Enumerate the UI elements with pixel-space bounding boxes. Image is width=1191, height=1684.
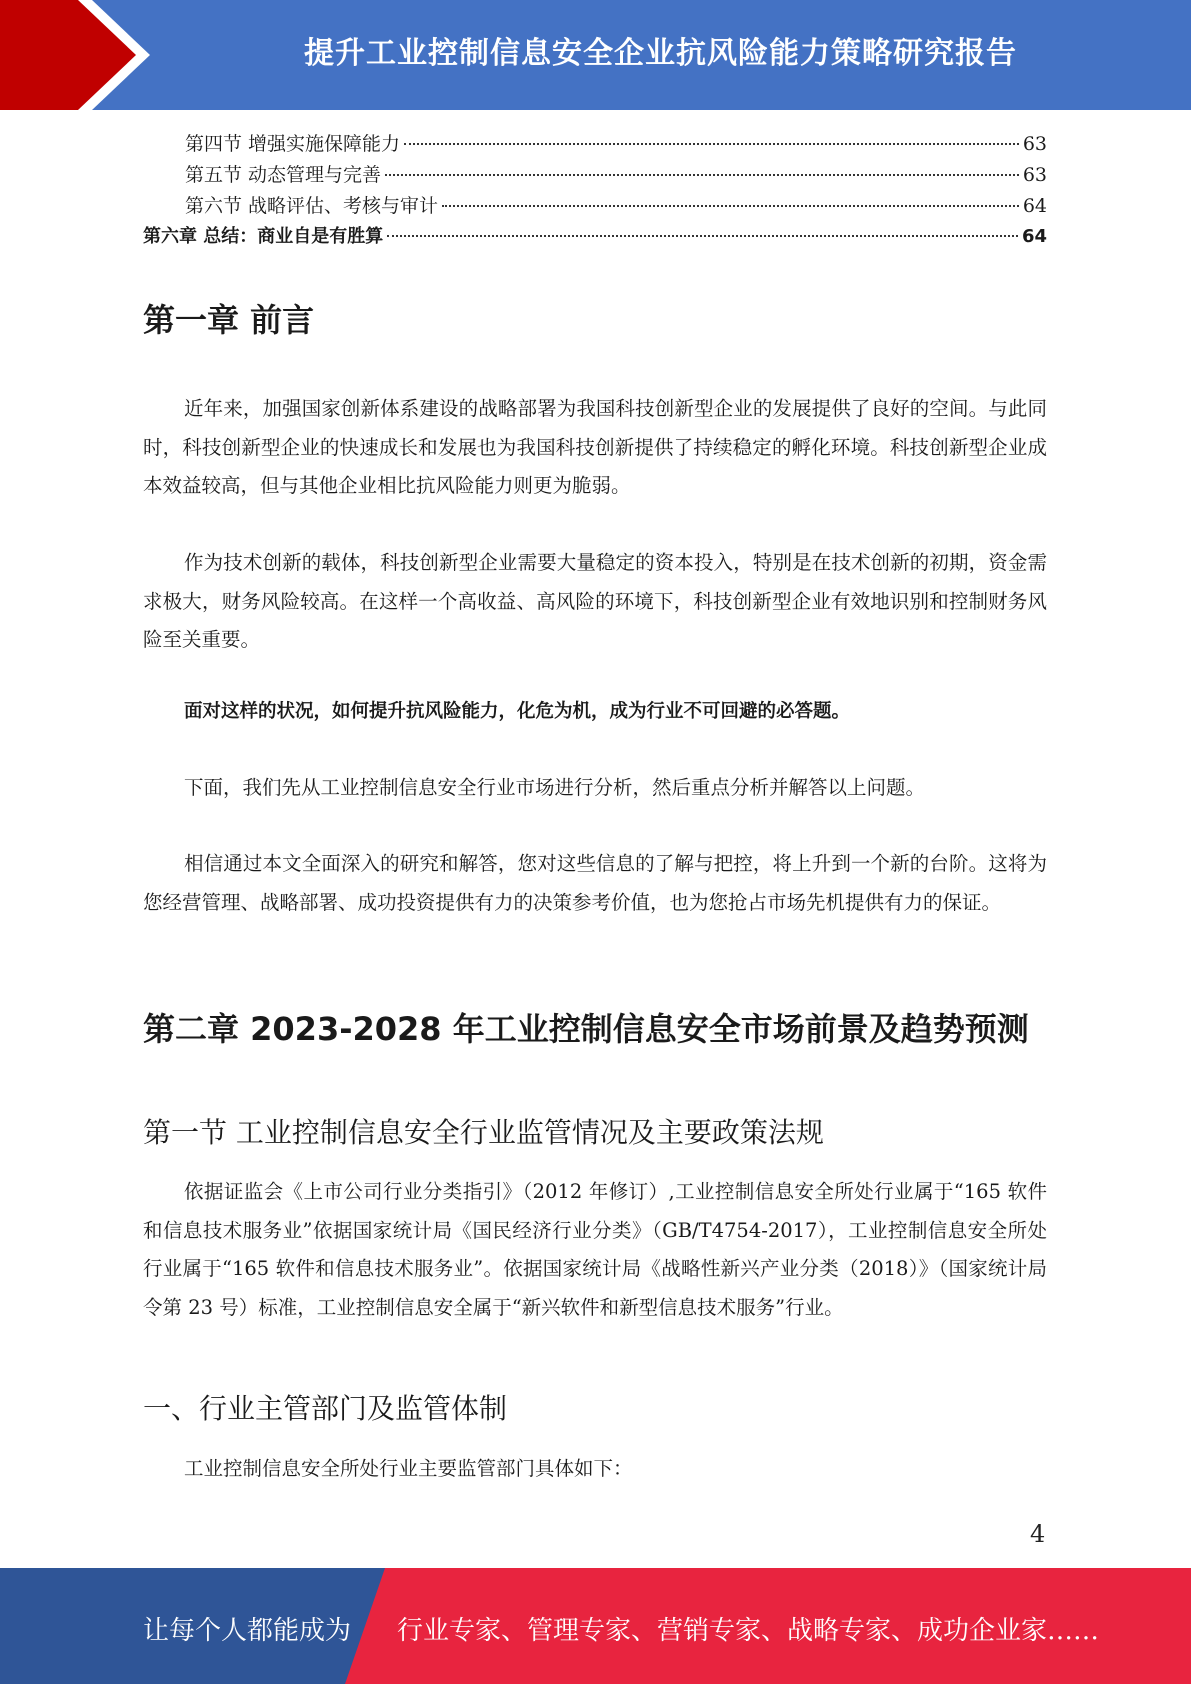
footer-slogan-right: 行业专家、管理专家、营销专家、战略专家、成功企业家…… bbox=[397, 1616, 1100, 1646]
paragraph: 相信通过本文全面深入的研究和解答，您对这些信息的了解与把控，将上升到一个新的台阶。这将为您经营管理、战略部署、成功投资提供有力的决策参考价值，也为您抢占市场先机提供有力的保证。 bbox=[143, 852, 1047, 914]
toc-entry-page: 63 bbox=[1022, 133, 1047, 155]
paragraph: 依据证监会《上市公司行业分类指引》（2012 年修订）,工业控制信息安全所处行业属于“165 软件和信息技术服务业”依据国家统计局《国民经济行业分类》（GB/T4754-2017），工业控制信息安全所处行业属于“165 软件和信息技术服务业”。依据国家统计局《战略性新兴产业分类（2018）》（国家统计局令第 23 号）标准，工业控制信息安全属于“新兴软件和新型信息技术服务”行业。 bbox=[143, 1180, 1047, 1319]
toc-leader bbox=[385, 174, 1019, 176]
toc-entry[interactable] bbox=[185, 162, 1047, 188]
page-number: 4 bbox=[1030, 1520, 1046, 1548]
toc-entry-page: 64 bbox=[1022, 195, 1047, 217]
toc-leader bbox=[387, 235, 1018, 237]
subsection-heading: 一、行业主管部门及监管体制 bbox=[143, 1392, 508, 1425]
toc-entry-label: 第六节 战略评估、考核与审计 bbox=[185, 195, 439, 217]
paragraph: 下面，我们先从工业控制信息安全行业市场进行分析，然后重点分析并解答以上问题。 bbox=[184, 776, 926, 799]
chapter-1-heading: 第一章 前言 bbox=[143, 301, 315, 339]
paragraph: 作为技术创新的载体，科技创新型企业需要大量稳定的资本投入，特别是在技术创新的初期，资金需求极大，财务风险较高。在这样一个高收益、高风险的环境下，科技创新型企业有效地识别和控制财务风险至关重要。 bbox=[143, 551, 1047, 651]
toc-entry-page: 63 bbox=[1022, 164, 1047, 186]
toc-entry-label: 第四节 增强实施保障能力 bbox=[185, 133, 401, 155]
emphasis-paragraph: 面对这样的状况，如何提升抗风险能力，化危为机，成为行业不可回避的必答题。 bbox=[184, 701, 851, 722]
toc-leader bbox=[404, 143, 1019, 145]
paragraph: 近年来，加强国家创新体系建设的战略部署为我国科技创新型企业的发展提供了良好的空间。与此同时，科技创新型企业的快速成长和发展也为我国科技创新提供了持续稳定的孵化环境。科技创新型企业成本效益较高，但与其他企业相比抗风险能力则更为脆弱。 bbox=[143, 397, 1047, 497]
toc-entry[interactable] bbox=[185, 131, 1047, 157]
toc-entry-label: 第五节 动态管理与完善 bbox=[185, 164, 382, 186]
paragraph: 工业控制信息安全所处行业主要监管部门具体如下： bbox=[184, 1457, 633, 1480]
section-heading: 第一节 工业控制信息安全行业监管情况及主要政策法规 bbox=[143, 1116, 824, 1149]
toc-entry-page: 64 bbox=[1021, 226, 1047, 247]
footer-slogan-left: 让每个人都能成为 bbox=[143, 1616, 352, 1646]
toc-leader bbox=[442, 205, 1019, 207]
header-arrow-graphic bbox=[0, 0, 170, 110]
toc-entry[interactable] bbox=[185, 193, 1047, 219]
toc-entry[interactable] bbox=[143, 224, 1047, 250]
page-footer bbox=[0, 1568, 1191, 1684]
chapter-2-heading: 第二章 2023-2028 年工业控制信息安全市场前景及趋势预测 bbox=[143, 1010, 1029, 1048]
toc-entry-label: 第六章 总结：商业自是有胜算 bbox=[143, 226, 384, 247]
report-title: 提升工业控制信息安全企业抗风险能力策略研究报告 bbox=[304, 36, 1017, 71]
page-header bbox=[0, 0, 1191, 110]
